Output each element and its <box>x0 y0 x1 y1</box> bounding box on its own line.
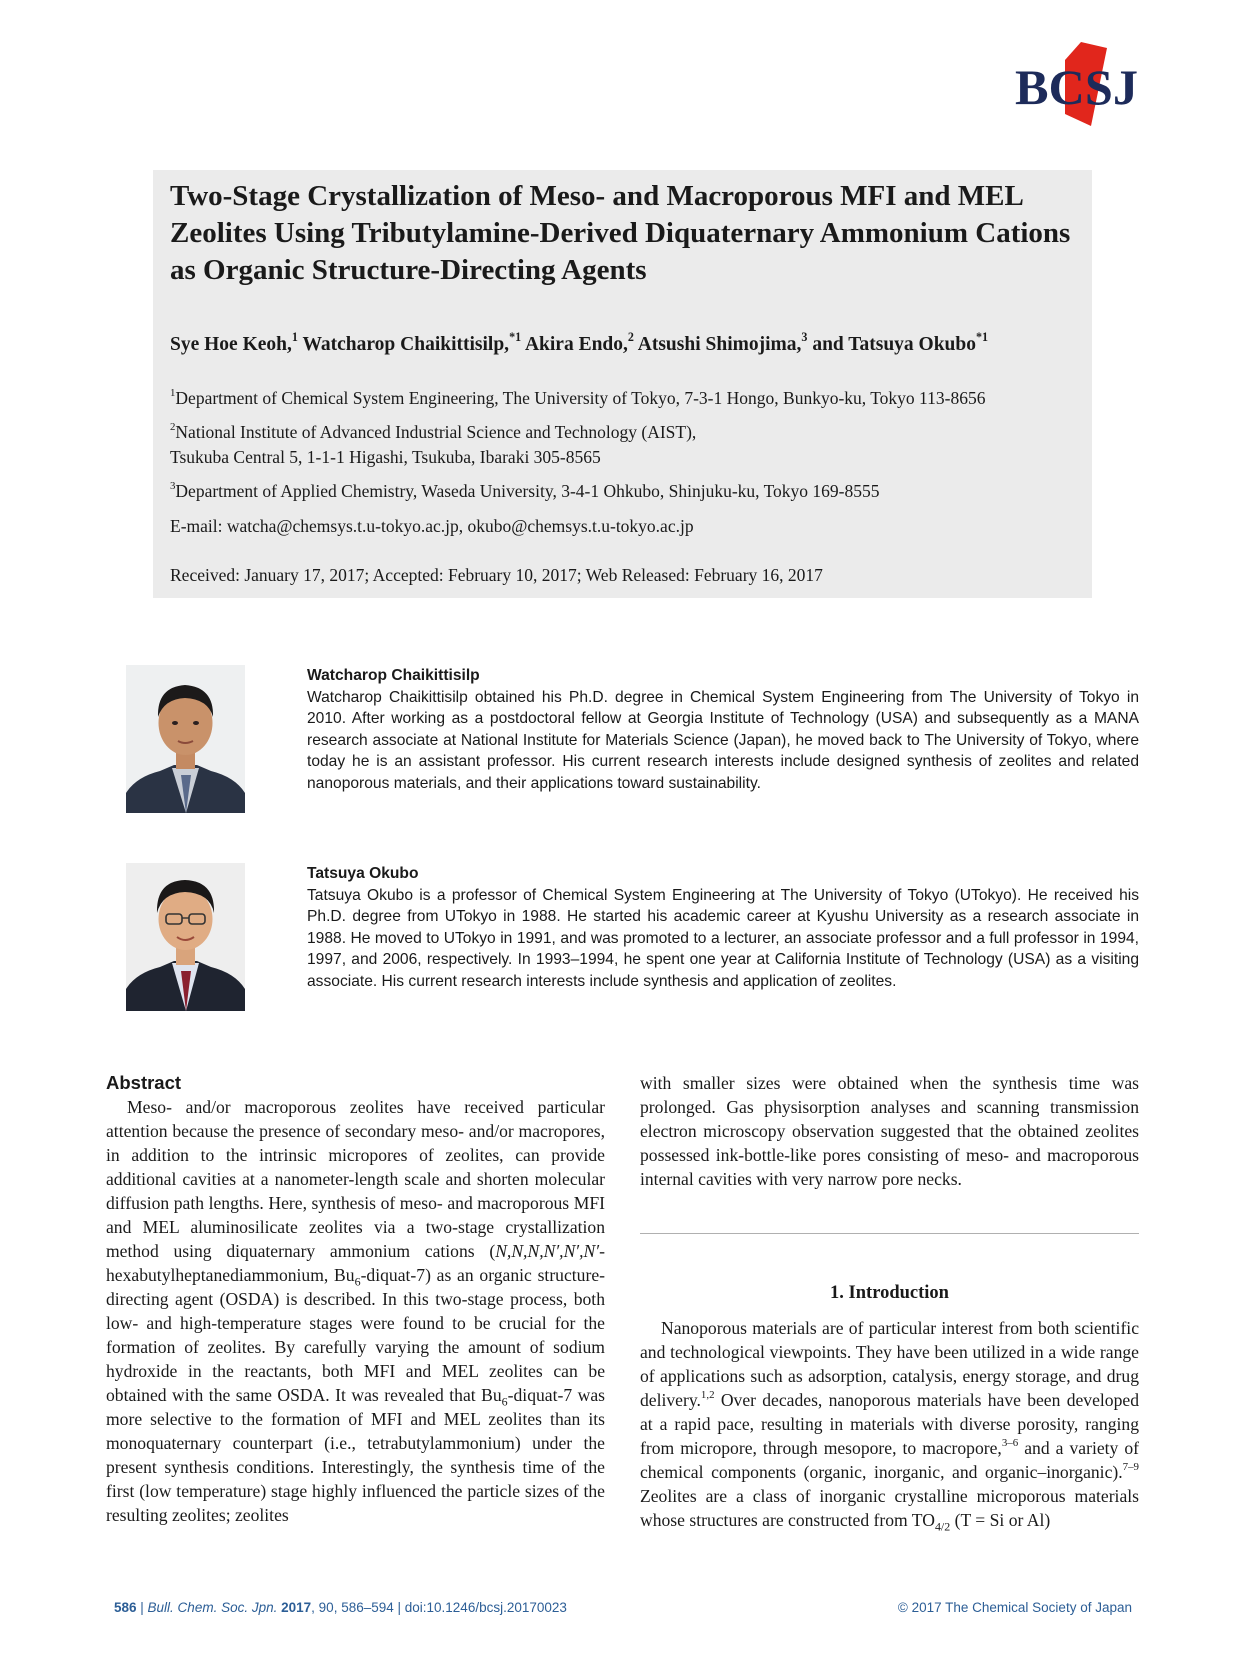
introduction-paragraph <box>640 1316 1139 1532</box>
author-name: and Tatsuya Okubo <box>812 334 976 355</box>
affiliation-number: 3 <box>170 480 176 493</box>
intro-text: Over decades, nanoporous materials have been developed at a rapid pace, resulting in materials with diverse porosity, ranging from micropore, through mesopore, to macropore, <box>640 1390 1139 1458</box>
affiliation-text: Department of Chemical System Engineering, The University of Tokyo, 7-3-1 Hongo, Bunkyo-ku, Tokyo 113-8656 <box>175 388 986 408</box>
author-name: Watcharop Chaikittisilp, <box>302 334 510 355</box>
subscript: 6 <box>354 1274 361 1289</box>
citation-ref: 1,2 <box>700 1389 715 1402</box>
abstract-continuation <box>640 1071 1139 1191</box>
author-name: Atsushi Shimojima, <box>637 334 802 355</box>
copyright-notice: © 2017 The Chemical Society of Japan <box>897 1600 1132 1615</box>
author-bio-chaikittisilp <box>307 665 1139 795</box>
bio-name: Watcharop Chaikittisilp <box>307 667 480 684</box>
author-photo-okubo <box>126 863 245 1011</box>
affiliation-text: Department of Applied Chemistry, Waseda University, 3-4-1 Ohkubo, Shinjuku-ku, Tokyo 169-8555 <box>175 481 880 501</box>
contact-email: E-mail: watcha@chemsys.t.u-tokyo.ac.jp, okubo@chemsys.t.u-tokyo.ac.jp <box>170 516 694 536</box>
abstract-section <box>106 1071 605 1527</box>
author-photo-chaikittisilp <box>126 665 245 813</box>
author-name: Akira Endo, <box>524 334 628 355</box>
subscript: 4/2 <box>934 1519 951 1534</box>
introduction-heading: 1. Introduction <box>830 1283 949 1303</box>
volume-pages-doi: , 90, 586–594 | doi:10.1246/bcsj.20170023 <box>311 1600 567 1615</box>
abstract-text-part: -diquat-7 was more selective to the formation of MFI and MEL zeolites than its monoquaternary counterpart (i.e., tetrabutylammonium) under the present synthesis conditions. Interestingly, the synthesis time of the first (low temperature) stage highly influenced the particle sizes of the resulting zeolites; zeolites <box>106 1385 605 1525</box>
abstract-text <box>106 1095 605 1527</box>
affiliation-2 <box>170 420 1090 445</box>
author-bio-okubo <box>307 863 1139 993</box>
subscript: 6 <box>501 1394 508 1409</box>
logo-text: BCSJ <box>1015 59 1138 115</box>
page-number: 586 <box>114 1600 137 1615</box>
author-affiliation-mark: *1 <box>509 330 522 345</box>
journal-year: 2017 <box>281 1600 312 1615</box>
page-footer-citation: 586 | Bull. Chem. Soc. Jpn. 2017, 90, 586–594 | doi:10.1246/bcsj.20170023 <box>114 1600 567 1615</box>
portrait-image <box>126 665 245 813</box>
introduction-section <box>640 1316 1139 1532</box>
journal-logo <box>1015 42 1140 126</box>
author-affiliation-mark: *1 <box>976 330 989 345</box>
abstract-text-part: -diquat-7) as an organic structure-directing agent (OSDA) is described. In this two-stage process, both low- and high-temperature stages were found to be crucial for the formation of zeolites. By carefully varying the amount of sodium hydroxide in the reactants, both MFI and MEL zeolites can be obtained with the same OSDA. It was revealed that Bu <box>106 1265 605 1405</box>
affiliation-text: National Institute of Advanced Industrial Science and Technology (AIST), <box>175 422 697 442</box>
intro-text: Zeolites are a class of inorganic crystalline microporous materials whose structures are constructed from TO <box>640 1486 1139 1530</box>
bio-name: Tatsuya Okubo <box>307 865 419 882</box>
author-name: Sye Hoe Keoh, <box>170 334 292 355</box>
section-divider <box>640 1233 1139 1234</box>
author-affiliation-mark: 3 <box>801 330 808 345</box>
abstract-text-italic: N,N,N,N′,N′,N′ <box>495 1241 600 1261</box>
intro-text: and a variety of chemical components (organic, inorganic, and organic–inorganic). <box>640 1438 1139 1482</box>
article-dates: Received: January 17, 2017; Accepted: February 10, 2017; Web Released: February 16, 2017 <box>170 565 823 585</box>
bio-text: Watcharop Chaikittisilp obtained his Ph.D. degree in Chemical System Engineering from The University of Tokyo in 2010. After working as a postdoctoral fellow at Georgia Institute of Technology (USA) and subsequently as a MANA research associate at National Institute for Materials Science (Japan), he moved back to The University of Tokyo, where today he is an assistant professor. His current research interests include designed synthesis of zeolites and related nanoporous materials, and their applications toward sustainability. <box>307 688 1139 792</box>
affiliation-3 <box>170 479 1090 504</box>
bcsj-logo-graphic <box>1015 42 1140 126</box>
abstract-text-part: -hexabutylheptanediammonium, Bu <box>106 1241 605 1285</box>
article-title: Two-Stage Crystallization of Meso- and Macroporous MFI and MEL Zeolites Using Tributylamine-Derived Diquaternary Ammonium Cations as Organic Structure-Directing Agents <box>170 180 1071 286</box>
bio-text: Tatsuya Okubo is a professor of Chemical System Engineering at The University of Tokyo (UTokyo). He received his Ph.D. degree from UTokyo in 1988. He started his academic career at Kyushu University as a research associate in 1988. He moved to UTokyo in 1991, and was promoted to a lecturer, an associate professor and a full professor in 1994, 1997, and 2006, respectively. In 1993–1994, he spent one year at California Institute of Technology (USA) as a visiting associate. His current research interests include synthesis and application of zeolites. <box>307 886 1139 990</box>
intro-text: (T = Si or Al) <box>950 1510 1051 1530</box>
intro-text: Nanoporous materials are of particular interest from both scientific and technological viewpoints. They have been utilized in a wide range of applications such as adsorption, catalysis, energy storage, and drug delivery. <box>640 1318 1139 1410</box>
affiliation-number: 1 <box>170 387 176 400</box>
affiliation-number: 2 <box>170 421 176 434</box>
author-list <box>170 330 1090 356</box>
journal-name: Bull. Chem. Soc. Jpn. <box>147 1600 278 1615</box>
portrait-image <box>126 863 245 1011</box>
affiliation-1 <box>170 386 1090 411</box>
citation-ref: 3–6 <box>1001 1437 1019 1450</box>
abstract-text-part: Meso- and/or macroporous zeolites have received particular attention because the presence of secondary meso- and/or macropores, in addition to the intrinsic micropores of zeolites, can provide additional cavities at a nanometer-length scale and shorten molecular diffusion path lengths. Here, synthesis of meso- and macroporous MFI and MEL aluminosilicate zeolites via a two-stage crystallization method using diquaternary ammonium cations ( <box>106 1097 605 1261</box>
author-affiliation-mark: 1 <box>291 330 298 345</box>
affiliation-2-line2: Tsukuba Central 5, 1-1-1 Higashi, Tsukuba, Ibaraki 305-8565 <box>170 447 601 467</box>
citation-ref: 7–9 <box>1122 1461 1139 1474</box>
abstract-heading: Abstract <box>106 1072 182 1093</box>
author-affiliation-mark: 2 <box>627 330 634 345</box>
abstract-text-continued: with smaller sizes were obtained when the synthesis time was prolonged. Gas physisorption analyses and scanning transmission electron microscopy observation suggested that the obtained zeolites possessed ink-bottle-like pores consisting of meso- and macroporous internal cavities with very narrow pore necks. <box>640 1073 1139 1189</box>
